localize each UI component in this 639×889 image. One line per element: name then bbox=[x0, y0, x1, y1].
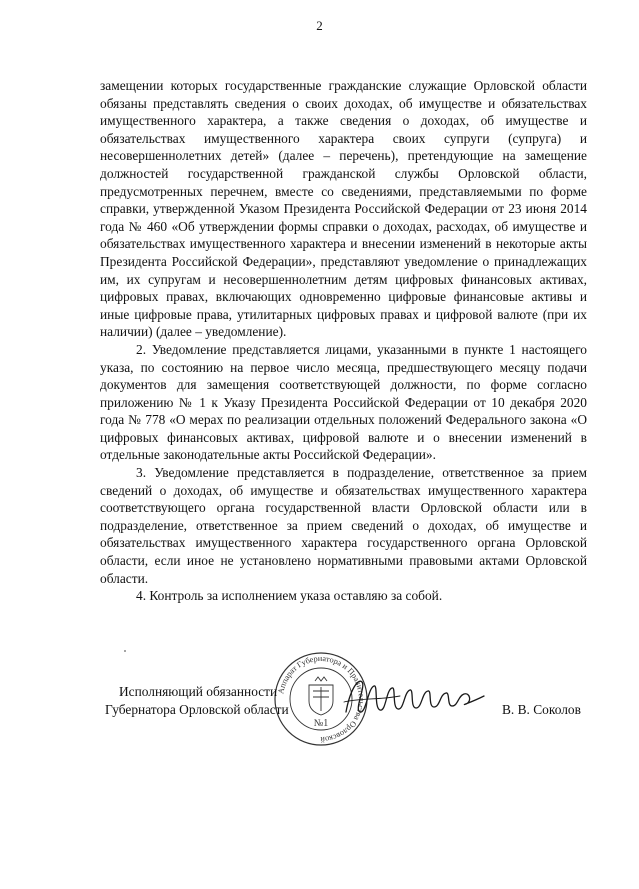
signatory-name: В. В. Соколов bbox=[502, 702, 581, 717]
document-body bbox=[100, 77, 587, 605]
handwritten-signature bbox=[340, 672, 490, 722]
paragraph-3: 3. Уведомление представляется в подразделение, ответственное за прием сведений о доходах, об имуществе и обязательствах имущественного характера соответствующего органа государственной власти Орловской области или в подразделение, ответственное за прием сведений о доходах, об имуществе и обязательствах имущественного характера государственного органа Орловской области, если иное не установлено нормативными правовыми актами Орловской области. bbox=[100, 465, 587, 586]
position-line-2: Губернатора Орловской области bbox=[105, 701, 289, 717]
page-number: 2 bbox=[316, 18, 323, 33]
seal-ring-text: Аппарат Губернатора и Правительства Орловской bbox=[276, 653, 367, 745]
scan-speck bbox=[124, 650, 126, 652]
paragraph-2: 2. Уведомление представляется лицами, указанными в пункте 1 настоящего указа, по состоянию на первое число месяца, предшествующего месяцу подачи документов для замещения соответствующей должности, по форме согласно приложению № 1 к Указу Президента Российской Федерации от 10 декабря 2020 года № 778 «О мерах по реализации отдельных положений Федерального закона «О цифровых финансовых активах, цифровой валюте и о внесении изменений в отдельные законодательные акты Российской Федерации». bbox=[100, 341, 587, 463]
paragraph-4: 4. Контроль за исполнением указа оставляю за собой. bbox=[136, 588, 443, 604]
seal-number: №1 bbox=[313, 718, 329, 729]
coat-of-arms-icon bbox=[309, 677, 333, 715]
position-line-1: Исполняющий обязанности bbox=[119, 684, 278, 699]
signatory-position bbox=[105, 683, 289, 718]
paragraph-1: замещении которых государственные гражданские служащие Орловской области обязаны представлять сведения о своих доходах, об имуществе и обязательствах имущественного характера, а также сведения о доходах, об имуществе и обязательствах имущественного характера своих супруги (супруга) и несовершеннолетних детей» (далее – перечень), претендующие на замещение должностей государственной гражданской службы Орловской области, предусмотренных перечнем, вместе со сведениями, представляемыми по форме справки, утвержденной Указом Президента Российской Федерации от 23 июня 2014 года № 460 «Об утверждении формы справки о доходах, расходах, об имуществе и обязательствах имущественного характера и внесении изменений в некоторые акты Президента Российской Федерации», представляют уведомление о принадлежащих им, их супругам и несовершеннолетним детям цифровых финансовых активах, цифровых правах, включающих одновременно цифровые финансовые активы и иные цифровые права, утилитарных цифровых правах и цифровой валюте (при их наличии) (далее – уведомление). bbox=[100, 78, 587, 340]
